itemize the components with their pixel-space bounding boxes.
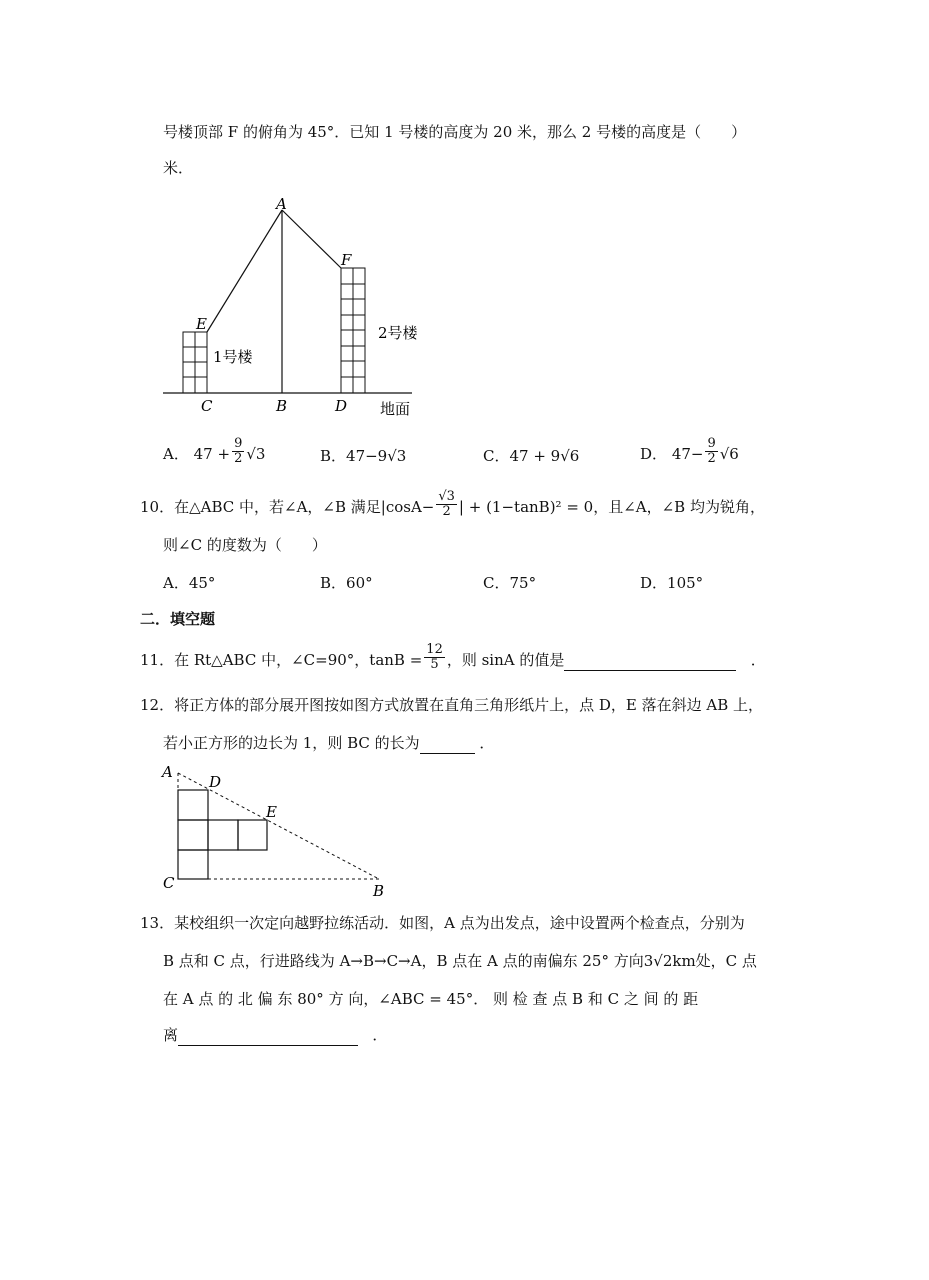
section-heading: 二．填空题 bbox=[140, 610, 216, 628]
q10-line1: 10．在△ABC 中，若∠A，∠B 满足|cosA− $\frac{√3}{2}$ | + (1−tanB)² = 0，且∠A，∠B 均为锐角， bbox=[140, 488, 765, 519]
label-f: F bbox=[341, 251, 352, 269]
q11-answer-blank[interactable] bbox=[564, 650, 736, 671]
q11-line: 11．在 Rt△ABC 中，∠C=90°，tanB = $\frac{12}{5}$ ，则 sinA 的值是 ． bbox=[140, 641, 766, 672]
label-d: D bbox=[335, 397, 348, 415]
q9-option-c: C．47 + 9√6 bbox=[483, 447, 580, 465]
label-a: A bbox=[276, 195, 287, 213]
q12-line2: 若小正方形的边长为 1，则 BC 的长为 ． bbox=[163, 734, 495, 752]
buildings-figure bbox=[155, 190, 425, 422]
segment-af bbox=[282, 210, 341, 268]
label-building-2: 2号楼 bbox=[378, 324, 418, 342]
label-e: E bbox=[196, 315, 207, 333]
label-a: A bbox=[162, 763, 173, 781]
q9-option-b: B．47−9√3 bbox=[320, 447, 407, 465]
segment-ae bbox=[207, 210, 282, 332]
building-2-grid bbox=[341, 268, 365, 393]
q12-answer-blank[interactable] bbox=[420, 733, 475, 754]
label-e: E bbox=[266, 803, 277, 821]
building-1-grid bbox=[183, 332, 207, 393]
label-d: D bbox=[209, 773, 222, 791]
q13-line4: 离 ． bbox=[163, 1026, 388, 1044]
q10-line2: 则∠C 的度数为（ ） bbox=[163, 536, 327, 554]
label-building-1: 1号楼 bbox=[213, 348, 253, 366]
cube-net-figure bbox=[155, 760, 395, 900]
q13-line1: 13．某校组织一次定向越野拉练活动．如图，A 点为出发点，途中设置两个检查点，分别为 bbox=[140, 914, 745, 932]
q10-option-c: C．75° bbox=[483, 574, 537, 592]
q12-line1: 12．将正方体的部分展开图按如图方式放置在直角三角形纸片上，点 D，E 落在斜边 AB 上， bbox=[140, 696, 763, 714]
label-b: B bbox=[276, 397, 288, 415]
q13-answer-blank[interactable] bbox=[178, 1025, 358, 1046]
label-b: B bbox=[373, 882, 385, 900]
q9-line2: 米． bbox=[163, 159, 194, 177]
q9-option-d: D． 47− $\frac{9}{2}$ √6 bbox=[640, 435, 739, 466]
cube-net-squares bbox=[178, 790, 267, 879]
q10-option-b: B．60° bbox=[320, 574, 373, 592]
q13-line2: B 点和 C 点，行进路线为 A→B→C→A，B 点在 A 点的南偏东 25° 方向3√2km处，C 点 bbox=[163, 952, 757, 970]
label-c: C bbox=[201, 397, 213, 415]
q9-line1: 号楼顶部 F 的俯角为 45°．已知 1 号楼的高度为 20 米，那么 2 号楼的高度是（ ） bbox=[163, 123, 747, 141]
q9-option-a: A． 47 + $\frac{9}{2}$ √3 bbox=[163, 435, 266, 466]
label-ground: 地面 bbox=[380, 400, 411, 418]
q10-option-a: A．45° bbox=[163, 574, 216, 592]
label-c: C bbox=[163, 874, 175, 892]
q13-line3: 在 A 点 的 北 偏 东 80° 方 向，∠ABC = 45°． 则 检 查 点 B 和 C 之 间 的 距 bbox=[163, 990, 699, 1008]
q10-option-d: D．105° bbox=[640, 574, 704, 592]
